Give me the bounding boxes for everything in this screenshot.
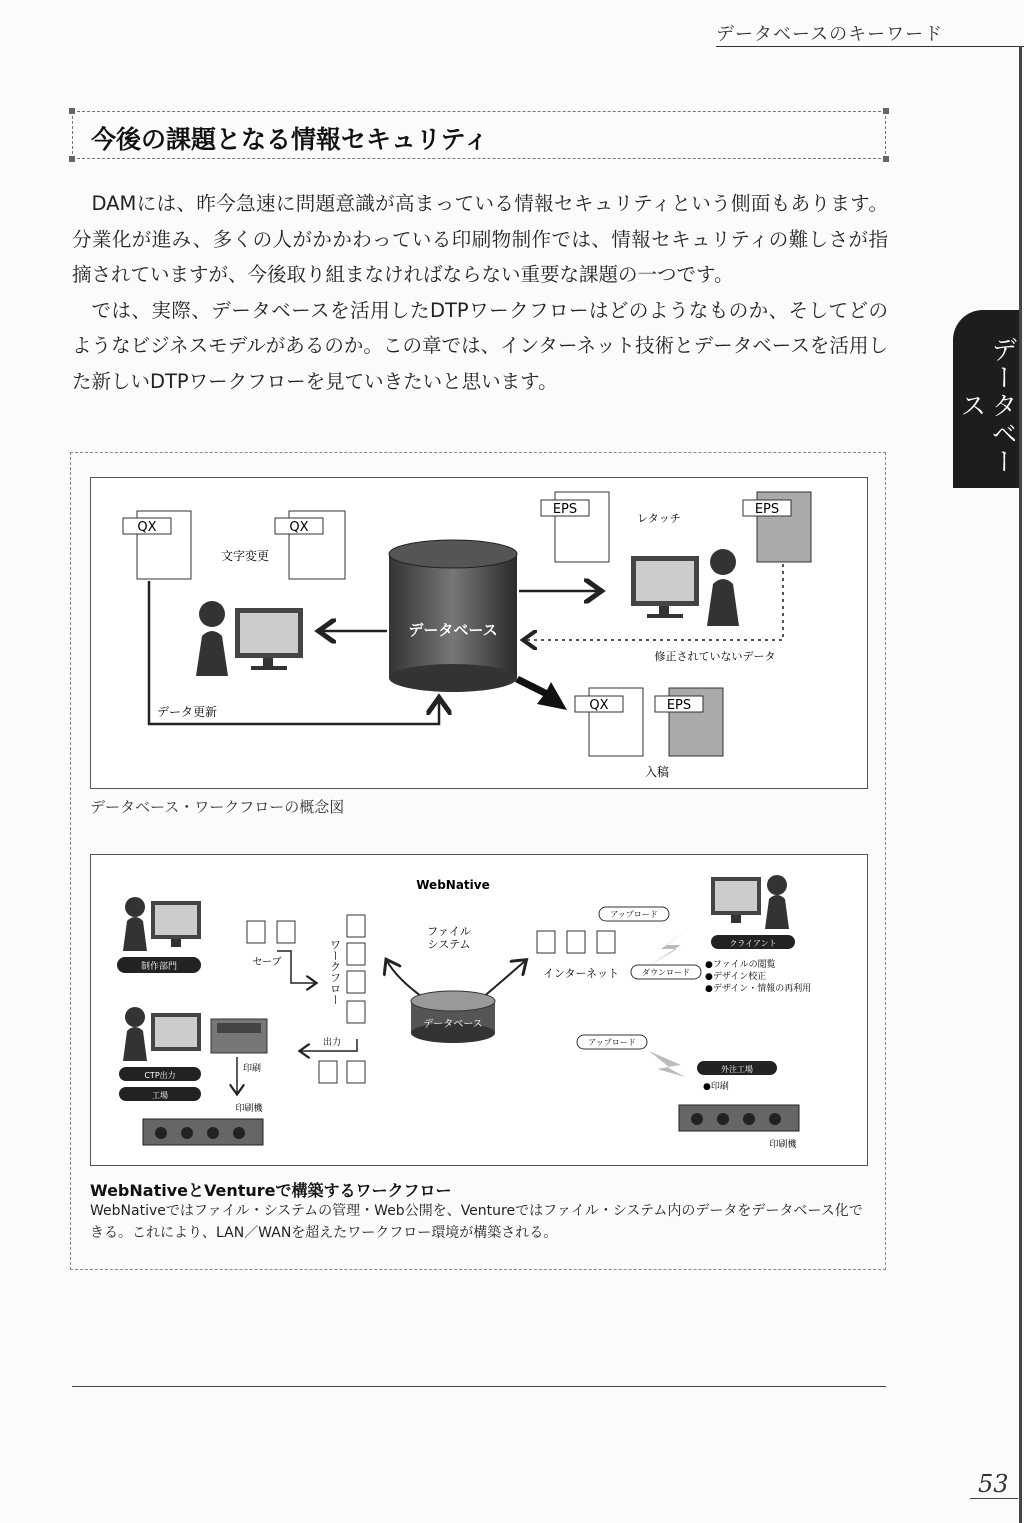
running-head: データベースのキーワード — [716, 24, 944, 45]
svg-text:データベース: データベース — [423, 1019, 483, 1030]
client-item: ●デザイン校正 — [705, 972, 767, 982]
paragraph: DAMには、昨今急速に問題意識が高まっている情報セキュリティという側面もあります。分業化が進み、多くの人がかかわっている印刷物制作では、情報セキュリティの難しさが指摘されていますが、今後取り組まなければならない重要な課題の一つです。 — [72, 192, 888, 286]
printing-press-icon — [679, 1105, 799, 1131]
workflow-label: ワークフロー — [328, 939, 342, 1005]
client-item: ●ファイルの閲覧 — [705, 960, 776, 970]
svg-text:アップロード: アップロード — [588, 1038, 636, 1047]
svg-text:制作部門: 制作部門 — [140, 962, 178, 972]
svg-text:工場: 工場 — [152, 1091, 168, 1100]
svg-text:アップロード: アップロード — [610, 910, 658, 919]
body-text — [72, 186, 888, 399]
download-pill — [631, 965, 701, 979]
print-label: 印刷 — [243, 1064, 262, 1074]
figure1-caption: データベース・ワークフローの概念図 — [90, 798, 345, 816]
webnative-workflow-svg — [91, 855, 867, 1165]
corner-mark — [69, 108, 75, 114]
ctp-person-icon — [123, 1007, 147, 1061]
figure2-caption-body: WebNativeではファイル・システムの管理・Web公開を、Ventureではファイル・システム内のデータをデータベース化できる。これにより、LAN／WANを超えたワークフロー環境が構築される。 — [90, 1203, 863, 1241]
lightning-icon — [649, 1051, 685, 1077]
monitor-icon — [235, 608, 303, 670]
database-workflow-diagram — [90, 477, 868, 789]
editor-person-icon — [196, 601, 228, 676]
chapter-side-tab-label: データベース — [956, 336, 1017, 476]
retouch-label: レタッチ — [637, 512, 681, 525]
client-person-icon — [765, 875, 789, 929]
factory-badge — [119, 1087, 201, 1101]
svg-text:EPS: EPS — [666, 698, 692, 713]
corner-mark — [883, 108, 889, 114]
svg-text:QX: QX — [589, 698, 609, 713]
database-cylinder-icon — [411, 991, 495, 1043]
data-update-label: データ更新 — [157, 705, 218, 719]
database-workflow-svg — [91, 478, 867, 788]
monitor-icon — [711, 877, 761, 923]
monitor-icon — [631, 556, 699, 618]
qx-document-icon — [123, 511, 191, 579]
paragraph: では、実際、データベースを活用したDTPワークフローはどのようなものか、そしてどのようなビジネスモデルがあるのか。この章では、インターネット技術とデータベースを活用した新しいDTPワークフローを見ていきたいと思います。 — [72, 298, 888, 393]
svg-text:外注工場: 外注工場 — [721, 1065, 753, 1074]
section-heading-box — [72, 111, 886, 159]
file-system-label: ファイルシステム — [427, 925, 471, 952]
submission-label: 入稿 — [644, 765, 670, 779]
webnative-workflow-diagram — [90, 854, 868, 1166]
submission-arrow — [515, 676, 567, 710]
save-label: セーブ — [252, 957, 282, 968]
page-number-rule — [970, 1498, 1018, 1499]
press-label: 印刷機 — [235, 1104, 263, 1114]
printing-press-icon — [143, 1119, 263, 1145]
page-number: 53 — [978, 1470, 1009, 1498]
internet-label: インターネット — [542, 967, 620, 980]
press-label: 印刷機 — [769, 1140, 797, 1150]
svg-text:クライアント: クライアント — [729, 939, 777, 948]
database-cylinder-icon — [389, 540, 517, 692]
platesetter-icon — [211, 1019, 267, 1053]
lightning-icon — [647, 927, 691, 967]
svg-text:EPS: EPS — [552, 502, 578, 517]
retoucher-person-icon — [707, 549, 739, 626]
eps-document-icon — [743, 492, 811, 562]
outsourced-print-label: ●印刷 — [703, 1082, 729, 1092]
outsourced-factory-badge — [697, 1061, 777, 1075]
save-arrow — [277, 951, 315, 983]
svg-text:EPS: EPS — [754, 502, 780, 517]
monitor-icon — [151, 901, 201, 947]
client-item: ●デザイン・情報の再利用 — [705, 984, 812, 994]
svg-text:QX: QX — [289, 520, 309, 535]
section-heading: 今後の課題となる情報セキュリティ — [91, 125, 489, 154]
svg-text:QX: QX — [137, 520, 157, 535]
client-badge — [711, 935, 795, 949]
arrow-to-workflow — [387, 961, 425, 999]
arrow-to-internet — [481, 961, 525, 999]
production-person-icon — [123, 897, 147, 951]
eps-document-icon — [541, 492, 609, 562]
uncorrected-data-label: 修正されていないデータ — [654, 650, 776, 663]
production-dept-badge — [117, 957, 201, 973]
corner-mark — [69, 156, 75, 162]
output-label: 出力 — [323, 1038, 342, 1048]
svg-text:ダウンロード: ダウンロード — [642, 968, 690, 977]
svg-text:データベース: データベース — [408, 621, 498, 639]
running-head-rule — [716, 46, 1024, 47]
webnative-label: WebNative — [416, 878, 490, 892]
internet-file-icons — [537, 931, 615, 953]
page-edge-rule — [1019, 46, 1022, 1523]
workflow-file-icons — [347, 915, 365, 1023]
bottom-rule — [72, 1386, 886, 1387]
eps-document-icon — [655, 688, 723, 756]
monitor-icon — [151, 1013, 201, 1051]
text-change-label: 文字変更 — [220, 549, 270, 563]
ctp-output-badge — [119, 1067, 201, 1081]
file-icons — [247, 921, 295, 943]
output-file-icons — [319, 1061, 365, 1083]
qx-document-icon — [275, 511, 345, 579]
upload-pill — [599, 907, 669, 921]
corner-mark — [883, 156, 889, 162]
qx-document-icon — [575, 688, 643, 756]
figure2-caption-title: WebNativeとVentureで構築するワークフロー — [90, 1181, 452, 1200]
upload-pill — [577, 1035, 647, 1049]
chapter-side-tab[interactable] — [953, 310, 1019, 488]
svg-text:CTP出力: CTP出力 — [144, 1071, 176, 1080]
